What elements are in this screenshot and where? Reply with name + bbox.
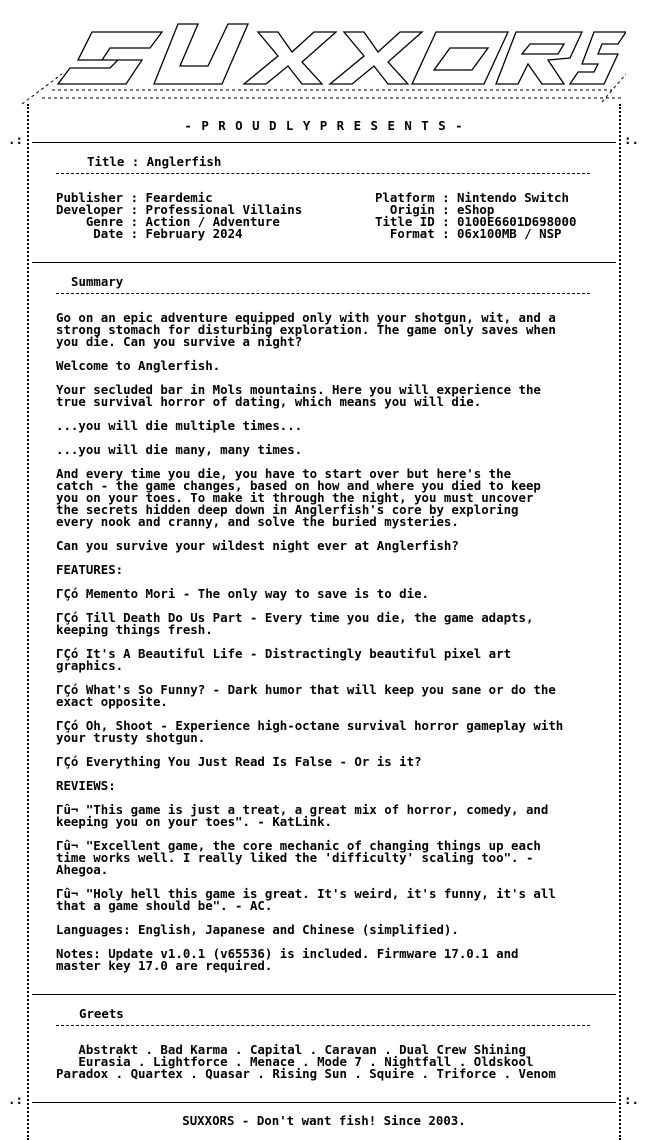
summary-line: Γû¬ "Excellent game, the core mechanic of changing things up each bbox=[56, 838, 541, 853]
title-id-line: Title ID : 0100E6601D698000 bbox=[375, 214, 577, 229]
summary-line: the secrets hidden deep down in Anglerfish's core by exploring bbox=[56, 502, 519, 517]
frame-left-corner-top: .: bbox=[8, 132, 23, 147]
summary-line: Ahegoa. bbox=[56, 862, 109, 877]
origin-line: Origin : eShop bbox=[375, 202, 495, 217]
developer-line: Developer : Professional Villains bbox=[56, 202, 303, 217]
summary-line: Can you survive your wildest night ever at Anglerfish? bbox=[56, 538, 459, 553]
frame-right-corner-bottom: :. bbox=[624, 1092, 639, 1107]
summary-line: Γû¬ "This game is just a treat, a great mix of horror, comedy, and bbox=[56, 802, 549, 817]
publisher-line: Publisher : Feardemic bbox=[56, 190, 213, 205]
summary-line: ΓÇó Everything You Just Read Is False - Or is it? bbox=[56, 754, 422, 769]
divider-summary bbox=[32, 262, 616, 263]
summary-line: Notes: Update v1.0.1 (v65536) is included. Firmware 17.0.1 and bbox=[56, 946, 519, 961]
summary-line: ΓÇó Memento Mori - The only way to save is to die. bbox=[56, 586, 429, 601]
summary-line: every nook and cranny, and solve the buried mysteries. bbox=[56, 514, 459, 529]
greets-underline bbox=[56, 1025, 590, 1026]
greets-line-2: Eurasia . Lightforce . Menace . Mode 7 . Nightfall . Oldskool bbox=[56, 1054, 534, 1069]
summary-line: strong stomach for disturbing exploration. The game only saves when bbox=[56, 322, 556, 337]
summary-line: FEATURES: bbox=[56, 562, 124, 577]
greets-heading: Greets bbox=[79, 1006, 124, 1021]
format-line: Format : 06x100MB / NSP bbox=[375, 226, 562, 241]
date-line: Date : February 2024 bbox=[56, 226, 243, 241]
footer-tagline: SUXXORS - Don't want fish! Since 2003. bbox=[182, 1113, 466, 1128]
summary-line: Languages: English, Japanese and Chinese (simplified). bbox=[56, 922, 459, 937]
platform-line: Platform : Nintendo Switch bbox=[375, 190, 569, 205]
frame-right-border bbox=[619, 104, 621, 1140]
summary-line: Go on an epic adventure equipped only with your shotgun, wit, and a bbox=[56, 310, 556, 325]
summary-line: ΓÇó What's So Funny? - Dark humor that will keep you sane or do the bbox=[56, 682, 556, 697]
summary-line: ΓÇó Till Death Do Us Part - Every time you die, the game adapts, bbox=[56, 610, 534, 625]
summary-line: catch - the game changes, based on how and where you died to keep bbox=[56, 478, 541, 493]
presents-line: - P R O U D L Y P R E S E N T S - bbox=[184, 118, 464, 133]
summary-line: true survival horror of dating, which means you will die. bbox=[56, 394, 482, 409]
greets-line-1: Abstrakt . Bad Karma . Capital . Caravan . Dual Crew Shining bbox=[56, 1042, 526, 1057]
title-underline bbox=[56, 173, 590, 174]
summary-heading: Summary bbox=[71, 274, 124, 289]
summary-underline bbox=[56, 293, 590, 294]
divider-footer bbox=[32, 1102, 616, 1103]
divider-top bbox=[32, 142, 616, 143]
summary-line: ΓÇó It's A Beautiful Life - Distractingly beautiful pixel art bbox=[56, 646, 512, 661]
summary-line: your trusty shotgun. bbox=[56, 730, 206, 745]
summary-line: Γû¬ "Holy hell this game is great. It's weird, it's funny, it's all bbox=[56, 886, 556, 901]
summary-line: that a game should be". - AC. bbox=[56, 898, 273, 913]
genre-line: Genre : Action / Adventure bbox=[56, 214, 280, 229]
summary-line: exact opposite. bbox=[56, 694, 168, 709]
summary-line: Welcome to Anglerfish. bbox=[56, 358, 221, 373]
summary-line: keeping things fresh. bbox=[56, 622, 213, 637]
summary-line: keeping you on your toes". - KatLink. bbox=[56, 814, 333, 829]
summary-line: time works well. I really liked the 'difficulty' scaling too". - bbox=[56, 850, 534, 865]
frame-left-border bbox=[27, 104, 29, 1140]
summary-line: And every time you die, you have to start over but here's the bbox=[56, 466, 512, 481]
summary-line: master key 17.0 are required. bbox=[56, 958, 273, 973]
greets-line-3: Paradox . Quartex . Quasar . Rising Sun . Squire . Triforce . Venom bbox=[56, 1066, 556, 1081]
summary-line: ...you will die many, many times. bbox=[56, 442, 303, 457]
summary-line: REVIEWS: bbox=[56, 778, 116, 793]
summary-line: ...you will die multiple times... bbox=[56, 418, 303, 433]
divider-greets bbox=[32, 994, 616, 995]
frame-left-corner-bottom: .: bbox=[8, 1092, 23, 1107]
summary-line: ΓÇó Oh, Shoot - Experience high-octane survival horror gameplay with bbox=[56, 718, 564, 733]
game-title-line: Title : Anglerfish bbox=[87, 154, 222, 169]
group-logo-ascii-art bbox=[22, 14, 626, 110]
frame-right-corner-top: :. bbox=[624, 132, 639, 147]
summary-line: Your secluded bar in Mols mountains. Here you will experience the bbox=[56, 382, 541, 397]
summary-line: graphics. bbox=[56, 658, 124, 673]
summary-line: you on your toes. To make it through the night, you must uncover bbox=[56, 490, 534, 505]
summary-line: you die. Can you survive a night? bbox=[56, 334, 303, 349]
